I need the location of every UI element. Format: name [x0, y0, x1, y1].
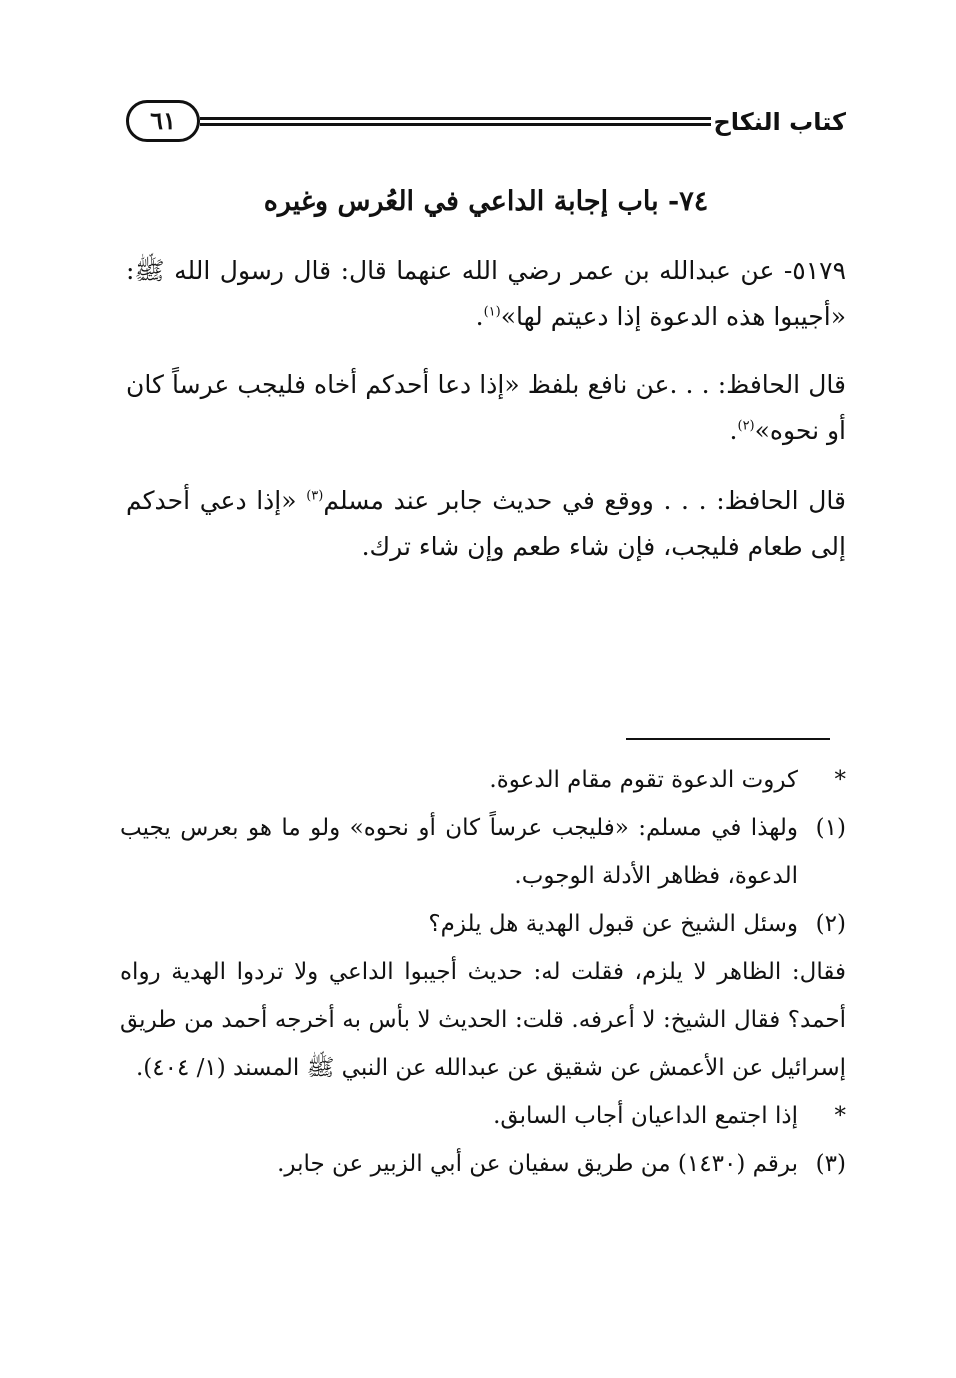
footnote-text: وسئل الشيخ عن قبول الهدية هل يلزم؟	[428, 911, 798, 937]
footnote-marker: (٢)	[815, 911, 846, 937]
footnote-text: برقم (١٤٣٠) من طريق سفيان عن أبي الزبير عن جابر.	[277, 1151, 798, 1177]
commentary-paragraph	[126, 478, 846, 570]
book-title: كتاب النكاح	[713, 108, 846, 136]
hadith-paragraph	[126, 248, 846, 340]
footnote-ref[interactable]: (٢)	[737, 418, 755, 434]
footnote-item	[120, 900, 846, 948]
chapter-title: ٧٤- باب إجابة الداعي في العُرس وغيره	[263, 186, 709, 217]
paragraph-text: ٥١٧٩- عن عبدالله بن عمر رضي الله عنهما قال: قال رسول الله ﷺ: «أجيبوا هذه الدعوة إذا دعيتم لها»	[126, 256, 846, 331]
footnote-text: كروت الدعوة تقوم مقام الدعوة.	[489, 767, 798, 793]
paragraph-text: قال الحافظ: . . . ووقع في حديث جابر عند مسلم	[323, 486, 846, 515]
footnote-marker: *	[834, 1103, 846, 1129]
footnote-marker: (١)	[815, 815, 846, 841]
footnote-continuation: فقال: الظاهر لا يلزم، فقلت له: حديث أجيبوا الداعي ولا تردوا الهدية رواه أحمد؟ فقال الشيخ: لا أعرفه. قلت: الحديث لا بأس به أخرجه أحمد من طريق إسرائيل عن الأعمش عن شقيق عن عبدالله عن النبي ﷺ المسند (١/ ٤٠٤).	[120, 959, 846, 1081]
paragraph-tail: .	[729, 416, 738, 445]
header-rule	[200, 117, 711, 127]
footnote-separator	[626, 738, 830, 740]
footnote-item	[120, 804, 846, 900]
footnote-ref[interactable]: (٣)	[306, 488, 324, 504]
footnote-item	[120, 756, 846, 804]
page-number: ٦١	[126, 100, 200, 142]
footnote-text: ولهذا في مسلم: «فليجب عرساً كان أو نحوه» ولو ما هو بعرس يجيب الدعوة، فظاهر الأدلة الوجوب.	[120, 815, 798, 889]
commentary-paragraph	[126, 362, 846, 454]
footnote-item	[120, 1092, 846, 1140]
footnote-marker: (٣)	[815, 1151, 846, 1177]
footnote-ref[interactable]: (١)	[483, 304, 501, 320]
running-header	[126, 92, 846, 152]
footnote-marker: *	[834, 767, 846, 793]
paragraph-tail: .	[475, 302, 484, 331]
footnotes	[120, 756, 846, 1188]
paragraph-text: قال الحافظ: . . .عن نافع بلفظ «إذا دعا أحدكم أخاه فليجب عرساً كان أو نحوه»	[126, 370, 846, 445]
paragraph-text: «إذا دعي أحدكم إلى طعام فليجب، فإن شاء طعم وإن شاء ترك.	[126, 486, 846, 561]
footnote-text: إذا اجتمع الداعيان أجاب السابق.	[493, 1103, 798, 1129]
footnote-item	[120, 1140, 846, 1188]
